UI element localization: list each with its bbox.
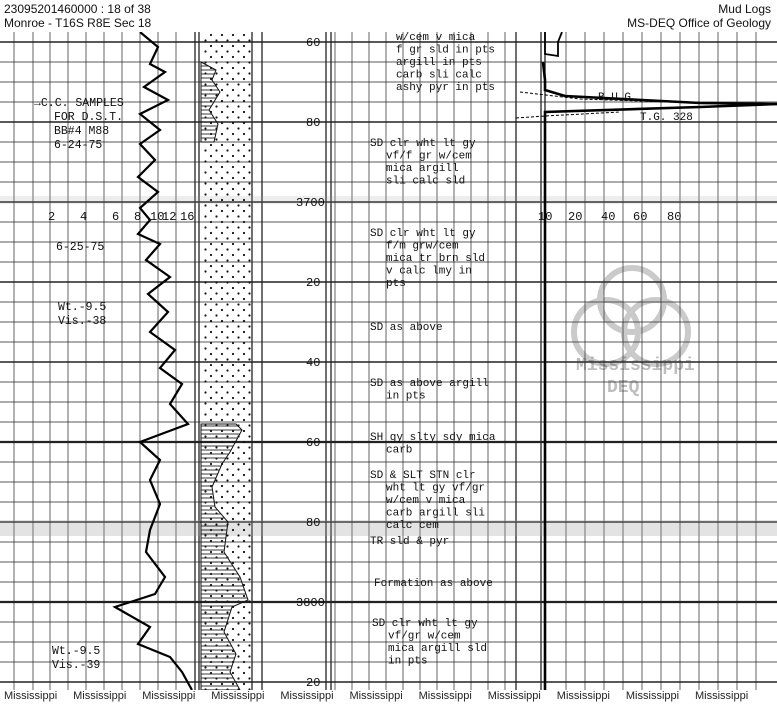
lithology-description: w/cem v mica <box>386 495 466 507</box>
right-scale-label: 40 <box>601 210 616 224</box>
left-scale-label: 10 <box>150 210 165 224</box>
log-text <box>34 32 695 690</box>
gas-dashed-curve <box>516 112 620 118</box>
footer-word: Mississippi <box>142 690 196 702</box>
lithology-description: ashy pyr in pts <box>396 82 496 94</box>
sample-note: FOR D.S.T. <box>54 111 124 124</box>
mud-log-scan <box>0 32 777 690</box>
lithology-description: mica tr brn sld <box>386 253 486 265</box>
footer-word: Mississippi <box>280 690 334 702</box>
mud-weight-note: Vis.-38 <box>58 315 107 328</box>
right-scale-label: 20 <box>568 210 583 224</box>
doc-type: Mud Logs <box>718 2 771 16</box>
gas-label: B.U.G. <box>598 92 638 104</box>
drill-rate-curve <box>115 32 195 690</box>
lithology-description: pts <box>386 278 406 290</box>
lithology-description: SD & SLT STN clr <box>370 470 476 482</box>
mud-weight-note: Wt.-9.5 <box>58 301 107 314</box>
gas-curve <box>545 32 562 56</box>
watermark-text: Mississippi <box>576 356 695 376</box>
left-scale-label: 4 <box>80 210 88 224</box>
footer-word: Mississippi <box>73 690 127 702</box>
lithology-description: carb <box>386 444 413 457</box>
footer-word: Mississippi <box>556 690 610 702</box>
depth-label: 60 <box>306 436 321 450</box>
mud-weight-note: Wt.-9.5 <box>52 645 101 658</box>
depth-label: 80 <box>306 116 321 130</box>
sample-note: →C.C. SAMPLES <box>34 97 124 110</box>
doc-id: 23095201460000 : 18 of 38 <box>4 2 151 16</box>
footer-watermark-row <box>0 690 777 705</box>
lithology-description: in pts <box>388 655 428 668</box>
depth-label: 3700 <box>296 196 325 210</box>
gas-label: T.G. 328 <box>640 112 693 124</box>
lithology-description: argill in pts <box>396 57 482 69</box>
footer-word: Mississippi <box>625 690 680 702</box>
lithology-description: vf/gr w/cem <box>388 630 461 643</box>
lithology-description: f gr sld in pts <box>396 44 496 57</box>
lithology-description: TR sld & pyr <box>370 536 450 548</box>
footer-word: Mississippi <box>695 690 749 702</box>
right-scale-label: 10 <box>538 210 553 224</box>
lithology-description: SD as above <box>370 322 443 334</box>
depth-label: 80 <box>306 516 321 530</box>
mud-log-chart <box>0 32 777 690</box>
lithology-description: SD as above argill <box>370 378 489 390</box>
office-name: MS-DEQ Office of Geology <box>627 16 771 30</box>
mud-weight-note: Vis.-39 <box>52 659 101 672</box>
depth-label: 40 <box>306 356 321 370</box>
lithology-description: carb argill sli <box>386 507 486 520</box>
lithology-description: SD clr wht lt gy <box>370 138 476 150</box>
footer-word: Mississippi <box>4 690 58 702</box>
footer-word: Mississippi <box>211 690 265 702</box>
lithology-description: sli calc sld <box>386 175 466 188</box>
footer-word: Mississippi <box>418 690 472 702</box>
lithology-description: Formation as above <box>374 578 493 590</box>
depth-label: 3800 <box>296 596 325 610</box>
depth-label: 20 <box>306 276 321 290</box>
left-scale-label: 2 <box>48 210 56 224</box>
sample-note: BB#4 M88 <box>54 125 110 138</box>
lithology-description: mica argill sld <box>388 643 488 655</box>
depth-label: 60 <box>306 36 321 50</box>
lithology-description: f/m grw/cem <box>386 240 459 253</box>
lithology-description: vf/f gr w/cem <box>386 150 472 163</box>
lithology-description: wht lt gy vf/gr <box>386 482 486 495</box>
sample-note: 6-24-75 <box>54 139 103 152</box>
left-scale-label: 16 <box>180 210 195 224</box>
gas-curve <box>543 62 777 104</box>
left-scale-label: 6 <box>112 210 120 224</box>
left-scale-label: 12 <box>162 210 177 224</box>
lithology-description: mica argill <box>386 163 459 175</box>
well-location: Monroe - T16S R8E Sec 18 <box>4 16 152 30</box>
lithology-description: calc cem <box>386 520 439 532</box>
date-note: 6-25-75 <box>56 241 105 254</box>
right-scale-label: 80 <box>667 210 682 224</box>
lithology-description: in pts <box>386 390 426 403</box>
depth-label: 20 <box>306 676 321 690</box>
watermark-text: DEQ <box>607 378 640 398</box>
lithology-description: SD clr wht lt gy <box>370 228 476 240</box>
footer-word: Mississippi <box>349 690 403 702</box>
scan-band <box>0 196 777 204</box>
lithology-description: w/cem v mica <box>396 32 476 44</box>
lithology-description: v calc lmy in <box>386 265 472 278</box>
left-scale-label: 8 <box>134 210 142 224</box>
lithology-description: SH gy slty sdy mica <box>370 432 496 444</box>
footer-word: Mississippi <box>487 690 541 702</box>
lithology-description: carb sli calc <box>396 69 482 82</box>
right-scale-label: 60 <box>633 210 648 224</box>
lithology-description: SD clr wht lt gy <box>372 618 478 630</box>
